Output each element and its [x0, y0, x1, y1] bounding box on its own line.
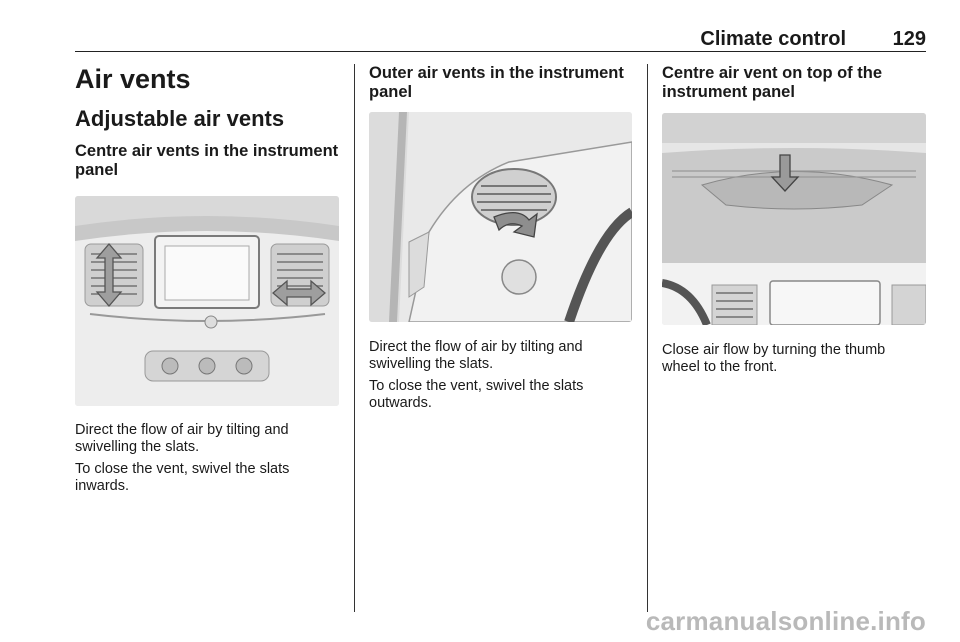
- paragraph: Close air flow by turning the thumb wheel to the front.: [662, 342, 886, 375]
- paragraph: To close the vent, swivel the slats outwards.: [369, 378, 584, 411]
- section-title: Climate control: [700, 28, 846, 50]
- column-divider: [354, 64, 355, 612]
- section-heading: Adjustable air vents: [75, 106, 285, 131]
- header-rule: [75, 51, 926, 52]
- paragraph: To close the vent, swivel the slats inwards.: [75, 461, 290, 494]
- page-number: 129: [892, 28, 926, 50]
- paragraph: Direct the flow of air by tilting and swivelling the slats.: [369, 339, 583, 372]
- column-1: [75, 64, 341, 500]
- top-vent-illustration: [662, 113, 926, 325]
- centre-vents-illustration: [75, 196, 339, 406]
- figure-heading: Centre air vent on top of the instrument panel: [662, 64, 883, 101]
- figure-heading: Centre air vents in the instrument panel: [75, 142, 339, 179]
- watermark-text: carmanualsonline.info: [645, 606, 926, 636]
- column-divider: [647, 64, 648, 612]
- chapter-heading: Air vents: [75, 64, 191, 94]
- page-header: [75, 26, 926, 52]
- figure-heading: Outer air vents in the instrument panel: [369, 64, 624, 101]
- outer-vent-illustration: [369, 112, 632, 322]
- column-3: [662, 64, 926, 381]
- column-2: [369, 64, 632, 417]
- paragraph: Direct the flow of air by tilting and swivelling the slats.: [75, 422, 289, 455]
